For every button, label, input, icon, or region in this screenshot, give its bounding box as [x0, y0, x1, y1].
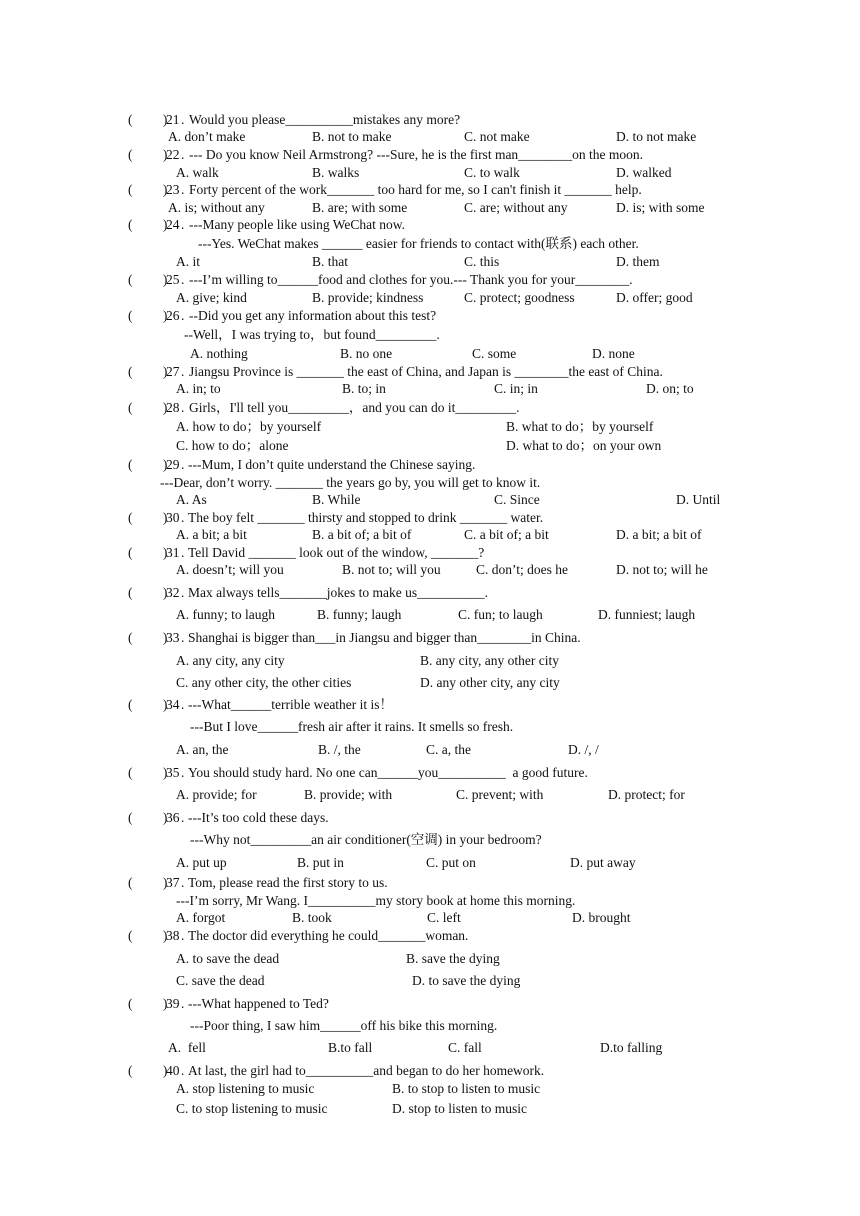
- option-c[interactable]: C. not make: [464, 129, 530, 144]
- question-dot: .: [181, 400, 185, 415]
- option-c[interactable]: C. a bit of; a bit: [464, 527, 549, 542]
- option-d[interactable]: D. stop to listen to music: [392, 1101, 527, 1116]
- question-stem: ---Mum, I don’t quite understand the Chinese saying.: [188, 457, 476, 472]
- answer-bracket[interactable]: ( ): [128, 630, 168, 645]
- question-number: 40: [166, 1063, 180, 1078]
- option-a[interactable]: A. any city, any city: [176, 653, 285, 668]
- option-b[interactable]: B. walks: [312, 165, 360, 180]
- answer-bracket[interactable]: ( ): [128, 545, 168, 560]
- option-b[interactable]: B. While: [312, 492, 361, 507]
- option-c[interactable]: C. to walk: [464, 165, 520, 180]
- option-b[interactable]: B.to fall: [328, 1040, 373, 1055]
- question-number: 27: [166, 364, 180, 379]
- option-d[interactable]: D. to save the dying: [412, 973, 521, 988]
- question-subline: --Well，I was trying to，but found_________.: [184, 327, 440, 342]
- option-a[interactable]: A. doesn’t; will you: [176, 562, 284, 577]
- option-b[interactable]: B. took: [292, 910, 332, 925]
- option-b[interactable]: B. save the dying: [406, 951, 500, 966]
- question-stem: Max always tells_______jokes to make us__________.: [188, 585, 488, 600]
- option-c[interactable]: C. to stop listening to music: [176, 1101, 328, 1116]
- question-dot: .: [181, 1063, 185, 1078]
- option-d[interactable]: D. put away: [570, 855, 636, 870]
- option-a[interactable]: A. As: [176, 492, 207, 507]
- option-b[interactable]: B. what to do；by yourself: [506, 419, 654, 434]
- option-c[interactable]: C. save the dead: [176, 973, 265, 988]
- question-dot: .: [181, 928, 185, 943]
- question-subline: ---But I love______fresh air after it rains. It smells so fresh.: [190, 719, 514, 734]
- option-a[interactable]: A. is; without any: [168, 200, 265, 215]
- question-number: 31: [166, 545, 180, 560]
- question-number: 25: [166, 272, 180, 287]
- option-a[interactable]: A. funny; to laugh: [176, 607, 275, 622]
- answer-bracket[interactable]: ( ): [128, 928, 168, 943]
- question-stem: At last, the girl had to__________and began to do her homework.: [188, 1063, 545, 1078]
- answer-bracket[interactable]: ( ): [128, 996, 168, 1011]
- question-stem: Jiangsu Province is _______ the east of China, and Japan is ________the east of China.: [189, 364, 663, 379]
- option-c[interactable]: C. fun; to laugh: [458, 607, 543, 622]
- option-d[interactable]: D. what to do；on your own: [506, 438, 662, 453]
- answer-bracket[interactable]: ( ): [128, 147, 168, 162]
- question-stem: ---I’m willing to______food and clothes for you.--- Thank you for your________.: [189, 272, 633, 287]
- question-number: 29: [166, 457, 180, 472]
- option-a[interactable]: A. put up: [176, 855, 227, 870]
- option-b[interactable]: B. to stop to listen to music: [392, 1081, 541, 1096]
- option-a[interactable]: A. stop listening to music: [176, 1081, 315, 1096]
- question-stem: ---What______terrible weather it is！: [188, 697, 394, 712]
- question-dot: .: [181, 147, 185, 162]
- option-d[interactable]: D. Until: [676, 492, 721, 507]
- question-dot: .: [181, 875, 185, 890]
- question-subline: ---Poor thing, I saw him______off his bike this morning.: [190, 1018, 498, 1033]
- question-stem: ---Many people like using WeChat now.: [189, 217, 405, 232]
- question-dot: .: [181, 112, 185, 127]
- option-d[interactable]: D. offer; good: [616, 290, 693, 305]
- option-c[interactable]: C. are; without any: [464, 200, 568, 215]
- question-stem: Tom, please read the first story to us.: [188, 875, 388, 890]
- option-b[interactable]: B. any city, any other city: [420, 653, 559, 668]
- option-c[interactable]: C. don’t; does he: [476, 562, 568, 577]
- option-d[interactable]: D. is; with some: [616, 200, 705, 215]
- answer-bracket[interactable]: ( ): [128, 810, 168, 825]
- answer-bracket[interactable]: ( ): [128, 510, 168, 525]
- question-number: 23: [166, 182, 180, 197]
- question-dot: .: [181, 765, 185, 780]
- option-b[interactable]: B. funny; laugh: [317, 607, 402, 622]
- question-number: 39: [166, 996, 180, 1011]
- answer-bracket[interactable]: ( ): [128, 1063, 168, 1078]
- question-number: 37: [166, 875, 180, 890]
- option-a[interactable]: A. to save the dead: [176, 951, 280, 966]
- option-a[interactable]: A. give; kind: [176, 290, 247, 305]
- question-dot: .: [181, 272, 185, 287]
- option-d[interactable]: D. brought: [572, 910, 631, 925]
- question-stem: The boy felt _______ thirsty and stopped to drink _______ water.: [188, 510, 544, 525]
- question-dot: .: [181, 996, 185, 1011]
- question-dot: .: [181, 810, 185, 825]
- answer-bracket[interactable]: ( ): [128, 217, 168, 232]
- option-c[interactable]: C. this: [464, 254, 500, 269]
- option-a[interactable]: A. a bit; a bit: [176, 527, 247, 542]
- option-d[interactable]: D. any other city, any city: [420, 675, 560, 690]
- question-number: 34: [166, 697, 180, 712]
- question-dot: .: [181, 545, 185, 560]
- answer-bracket[interactable]: ( ): [128, 400, 168, 415]
- question-dot: .: [181, 585, 185, 600]
- answer-bracket[interactable]: ( ): [128, 697, 168, 712]
- option-b[interactable]: B. no one: [340, 346, 393, 361]
- option-b[interactable]: B. not to make: [312, 129, 392, 144]
- option-d[interactable]: D. /, /: [568, 742, 599, 757]
- option-d[interactable]: D. on; to: [646, 381, 694, 396]
- option-c[interactable]: C. put on: [426, 855, 476, 870]
- question-dot: .: [181, 364, 185, 379]
- option-a[interactable]: A. don’t make: [168, 129, 246, 144]
- option-a[interactable]: A. provide; for: [176, 787, 257, 802]
- option-b[interactable]: B. put in: [297, 855, 344, 870]
- answer-bracket[interactable]: ( ): [128, 364, 168, 379]
- question-stem: --- Do you know Neil Armstrong? ---Sure, he is the first man________on the moon.: [189, 147, 644, 162]
- question-number: 21: [166, 112, 180, 127]
- question-dot: .: [181, 510, 185, 525]
- option-c[interactable]: C. Since: [494, 492, 540, 507]
- option-a[interactable]: A. an, the: [176, 742, 229, 757]
- answer-bracket[interactable]: ( ): [128, 875, 168, 890]
- answer-bracket[interactable]: ( ): [128, 308, 168, 323]
- option-c[interactable]: C. a, the: [426, 742, 471, 757]
- option-c[interactable]: C. how to do；alone: [176, 438, 289, 453]
- option-a[interactable]: A. fell: [168, 1040, 206, 1055]
- question-number: 36: [166, 810, 180, 825]
- question-stem: Tell David _______ look out of the window, _______?: [188, 545, 485, 560]
- question-subline: ---I’m sorry, Mr Wang. I__________my story book at home this morning.: [176, 893, 576, 908]
- option-a[interactable]: A. forgot: [176, 910, 226, 925]
- option-c[interactable]: C. prevent; with: [456, 787, 544, 802]
- question-subline: ---Yes. WeChat makes ______ easier for friends to contact with(联系) each other.: [198, 236, 639, 251]
- question-number: 35: [166, 765, 180, 780]
- answer-bracket[interactable]: ( ): [128, 272, 168, 287]
- question-stem: You should study hard. No one can______you__________ a good future.: [188, 765, 588, 780]
- option-a[interactable]: A. walk: [176, 165, 219, 180]
- option-d[interactable]: D. walked: [616, 165, 672, 180]
- question-dot: .: [181, 217, 185, 232]
- question-subline: ---Dear, don’t worry. _______ the years go by, you will get to know it.: [160, 475, 541, 490]
- option-b[interactable]: B. provide; with: [304, 787, 393, 802]
- question-stem: Would you please__________mistakes any more?: [189, 112, 461, 127]
- answer-bracket[interactable]: ( ): [128, 457, 168, 472]
- question-dot: .: [181, 697, 185, 712]
- option-d[interactable]: D. them: [616, 254, 660, 269]
- question-number: 22: [166, 147, 180, 162]
- question-dot: .: [181, 630, 185, 645]
- answer-bracket[interactable]: ( ): [128, 112, 168, 127]
- option-c[interactable]: C. in; in: [494, 381, 538, 396]
- option-b[interactable]: B. not to; will you: [342, 562, 441, 577]
- option-d[interactable]: D. to not make: [616, 129, 697, 144]
- option-c[interactable]: C. any other city, the other cities: [176, 675, 352, 690]
- question-stem: The doctor did everything he could_______woman.: [188, 928, 469, 943]
- option-c[interactable]: C. fall: [448, 1040, 482, 1055]
- question-subline: ---Why not_________an air conditioner(空调) in your bedroom?: [190, 832, 542, 847]
- option-d[interactable]: D. not to; will he: [616, 562, 708, 577]
- answer-bracket[interactable]: ( ): [128, 765, 168, 780]
- question-stem: ---What happened to Ted?: [188, 996, 329, 1011]
- option-d[interactable]: D. none: [592, 346, 635, 361]
- question-stem: --Did you get any information about this test?: [189, 308, 437, 323]
- question-dot: .: [181, 457, 185, 472]
- answer-bracket[interactable]: ( ): [128, 585, 168, 600]
- option-a[interactable]: A. nothing: [190, 346, 248, 361]
- option-b[interactable]: B. a bit of; a bit of: [312, 527, 412, 542]
- question-number: 24: [166, 217, 180, 232]
- question-stem: Girls，I'll tell you_________，and you can do it_________.: [189, 400, 520, 415]
- option-a[interactable]: A. in; to: [176, 381, 221, 396]
- option-b[interactable]: B. /, the: [318, 742, 361, 757]
- question-number: 33: [166, 630, 180, 645]
- question-number: 32: [166, 585, 180, 600]
- option-d[interactable]: D. protect; for: [608, 787, 685, 802]
- option-a[interactable]: A. how to do；by yourself: [176, 419, 322, 434]
- option-b[interactable]: B. that: [312, 254, 348, 269]
- option-b[interactable]: B. to; in: [342, 381, 386, 396]
- option-a[interactable]: A. it: [176, 254, 201, 269]
- option-d[interactable]: D.to falling: [600, 1040, 663, 1055]
- option-d[interactable]: D. a bit; a bit of: [616, 527, 702, 542]
- question-number: 26: [166, 308, 180, 323]
- question-stem: Shanghai is bigger than___in Jiangsu and bigger than________in China.: [188, 630, 581, 645]
- answer-bracket[interactable]: ( ): [128, 182, 168, 197]
- option-c[interactable]: C. left: [427, 910, 461, 925]
- question-dot: .: [181, 308, 185, 323]
- question-stem: ---It’s too cold these days.: [188, 810, 329, 825]
- option-d[interactable]: D. funniest; laugh: [598, 607, 696, 622]
- question-dot: .: [181, 182, 185, 197]
- option-c[interactable]: C. some: [472, 346, 517, 361]
- option-c[interactable]: C. protect; goodness: [464, 290, 575, 305]
- question-number: 38: [166, 928, 180, 943]
- option-b[interactable]: B. provide; kindness: [312, 290, 424, 305]
- option-b[interactable]: B. are; with some: [312, 200, 408, 215]
- question-number: 28: [166, 400, 180, 415]
- question-number: 30: [166, 510, 180, 525]
- question-stem: Forty percent of the work_______ too hard for me, so I can't finish it _______ help.: [189, 182, 642, 197]
